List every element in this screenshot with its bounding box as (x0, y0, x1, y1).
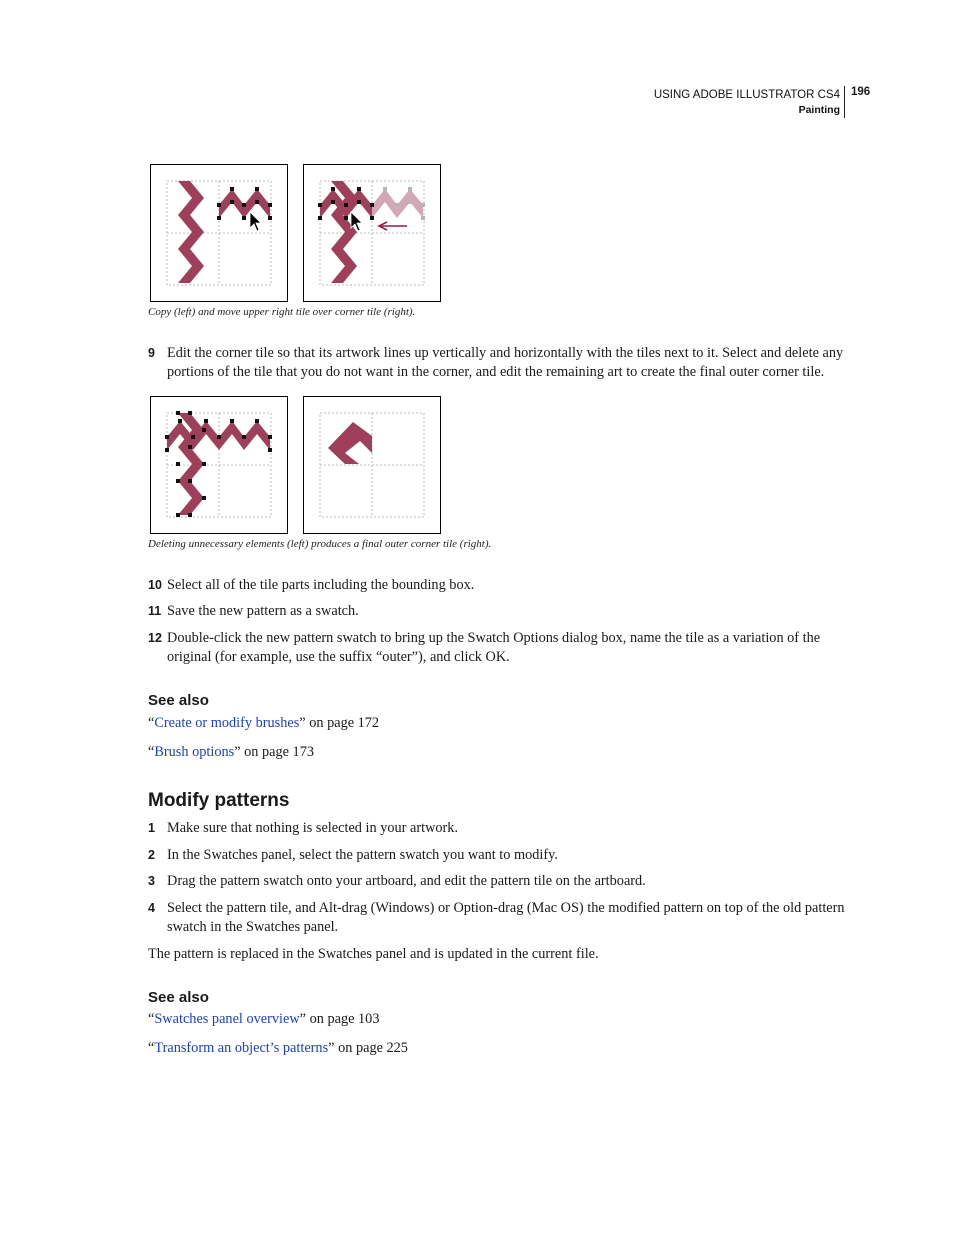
modify-step-4 (148, 899, 848, 937)
step-text: Make sure that nothing is selected in your artwork. (167, 820, 459, 836)
step-number: 9 (148, 346, 155, 360)
step-text: Select all of the tile parts including the bounding box. (167, 577, 475, 593)
page-reference: ” on page 172 (299, 715, 380, 731)
link-brush-options[interactable]: Brush options (154, 744, 235, 760)
link-swatches-panel-overview[interactable]: Swatches panel overview (154, 1011, 300, 1027)
step-11 (148, 602, 848, 621)
step-9 (148, 344, 848, 382)
cross-reference (148, 1040, 408, 1057)
open-quote: “ (148, 715, 155, 731)
step-10 (148, 576, 848, 595)
page-reference: ” on page 103 (299, 1011, 380, 1027)
step-12 (148, 629, 848, 667)
step-text: Save the new pattern as a swatch. (167, 603, 359, 619)
modify-step-3 (148, 872, 848, 891)
step-number: 3 (148, 874, 155, 888)
figure1-right-panel (303, 164, 441, 302)
step-number: 11 (148, 604, 162, 618)
figure2-caption: Deleting unnecessary elements (left) produces a final outer corner tile (right). (148, 538, 492, 550)
see-also-heading: See also (148, 692, 209, 709)
step-text: Drag the pattern swatch onto your artboard, and edit the pattern tile on the artboard. (167, 873, 646, 889)
step-number: 2 (148, 848, 155, 862)
cross-reference (148, 715, 379, 732)
step-text: Select the pattern tile, and Alt-drag (Windows) or Option-drag (Mac OS) the modified pattern on top of the old pattern swatch in the Swatches panel. (167, 900, 845, 935)
page-reference: ” on page 225 (328, 1040, 408, 1056)
figure1-left-panel (150, 164, 288, 302)
step-text: Double-click the new pattern swatch to bring up the Swatch Options dialog box, name the tile as a variation of the original (for example, use the suffix “outer”), and click OK. (167, 630, 821, 665)
link-transform-object-patterns[interactable]: Transform an object’s patterns (154, 1040, 329, 1056)
result-paragraph: The pattern is replaced in the Swatches panel and is updated in the current file. (148, 946, 599, 962)
header-divider (844, 86, 845, 118)
open-quote: “ (148, 1011, 155, 1027)
step-text: Edit the corner tile so that its artwork lines up vertically and horizontally with the tiles next to it. Select and delete any portions of the tile that you do not want in the corner, and edit the remaining art to create the final outer corner tile. (167, 345, 844, 380)
running-header-title: USING ADOBE ILLUSTRATOR CS4 (653, 89, 840, 101)
step-number: 10 (148, 578, 162, 592)
page-reference: ” on page 173 (234, 744, 315, 760)
step-number: 12 (148, 631, 162, 645)
link-create-or-modify-brushes[interactable]: Create or modify brushes (154, 715, 300, 731)
modify-step-1 (148, 819, 848, 838)
modify-step-2 (148, 846, 848, 865)
step-number: 4 (148, 901, 155, 915)
step-number: 1 (148, 821, 155, 835)
open-quote: “ (148, 1040, 155, 1056)
running-header-section: Painting (798, 104, 840, 116)
see-also-heading: See also (148, 989, 209, 1006)
cross-reference (148, 744, 314, 761)
figure2-left-panel (150, 396, 288, 534)
figure1-caption: Copy (left) and move upper right tile over corner tile (right). (148, 306, 416, 318)
section-heading: Modify patterns (148, 790, 290, 811)
cross-reference (148, 1011, 379, 1028)
page-number: 196 (851, 86, 871, 98)
figure2-right-panel (303, 396, 441, 534)
step-text: In the Swatches panel, select the pattern swatch you want to modify. (167, 847, 558, 863)
open-quote: “ (148, 744, 155, 760)
